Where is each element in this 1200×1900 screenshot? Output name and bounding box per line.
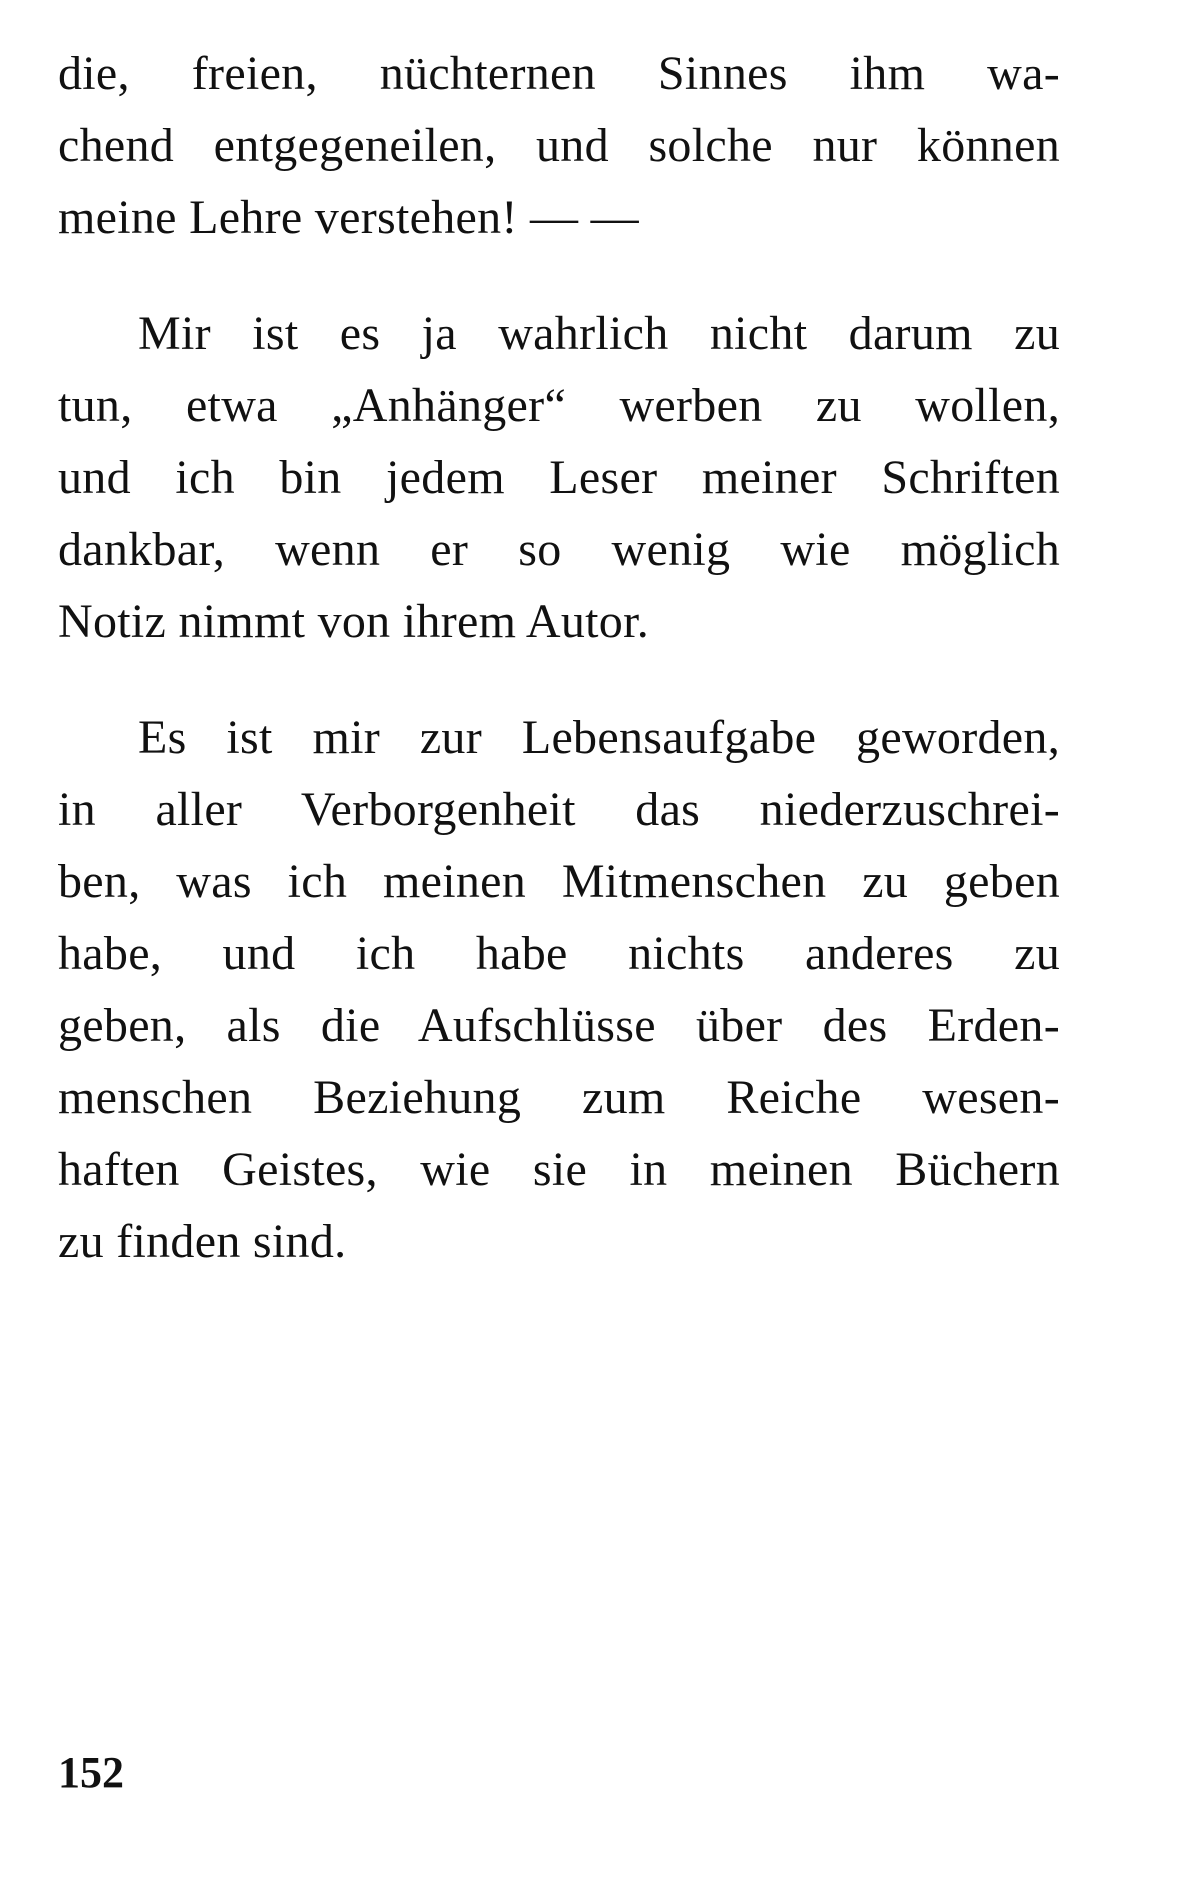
- text-line: Mir ist es ja wahrlich nicht darum zu: [138, 307, 1060, 360]
- text-line: tun, etwa „Anhänger“ werben zu wollen,: [58, 379, 1060, 432]
- text-line: haften Geistes, wie sie in meinen Büchern: [58, 1143, 1060, 1196]
- text-line: zu finden sind.: [58, 1215, 347, 1268]
- page-text: [58, 38, 1060, 1278]
- text-line: Es ist mir zur Lebensaufgabe geworden,: [138, 711, 1060, 764]
- text-line: die, freien, nüchternen Sinnes ihm wa-: [58, 47, 1060, 100]
- text-line: chend entgegeneilen, und solche nur können: [58, 119, 1060, 172]
- paragraph-2: [58, 298, 1060, 658]
- text-line: meine Lehre verstehen! — —: [58, 191, 639, 244]
- paragraph-gap: [58, 254, 1060, 298]
- paragraph-gap: [58, 658, 1060, 702]
- text-line: habe, und ich habe nichts anderes zu: [58, 927, 1060, 980]
- paragraph-3: [58, 702, 1060, 1278]
- text-line: und ich bin jedem Leser meiner Schriften: [58, 451, 1060, 504]
- text-line: in aller Verborgenheit das niederzuschrei-: [58, 783, 1060, 836]
- text-line: geben, als die Aufschlüsse über des Erden-: [58, 999, 1060, 1052]
- text-line: dankbar, wenn er so wenig wie möglich: [58, 523, 1060, 576]
- text-line: Notiz nimmt von ihrem Autor.: [58, 595, 650, 648]
- text-line: menschen Beziehung zum Reiche wesen-: [58, 1071, 1060, 1124]
- paragraph-1: [58, 38, 1060, 254]
- page-number: 152: [58, 1748, 124, 1797]
- text-line: ben, was ich meinen Mitmenschen zu geben: [58, 855, 1060, 908]
